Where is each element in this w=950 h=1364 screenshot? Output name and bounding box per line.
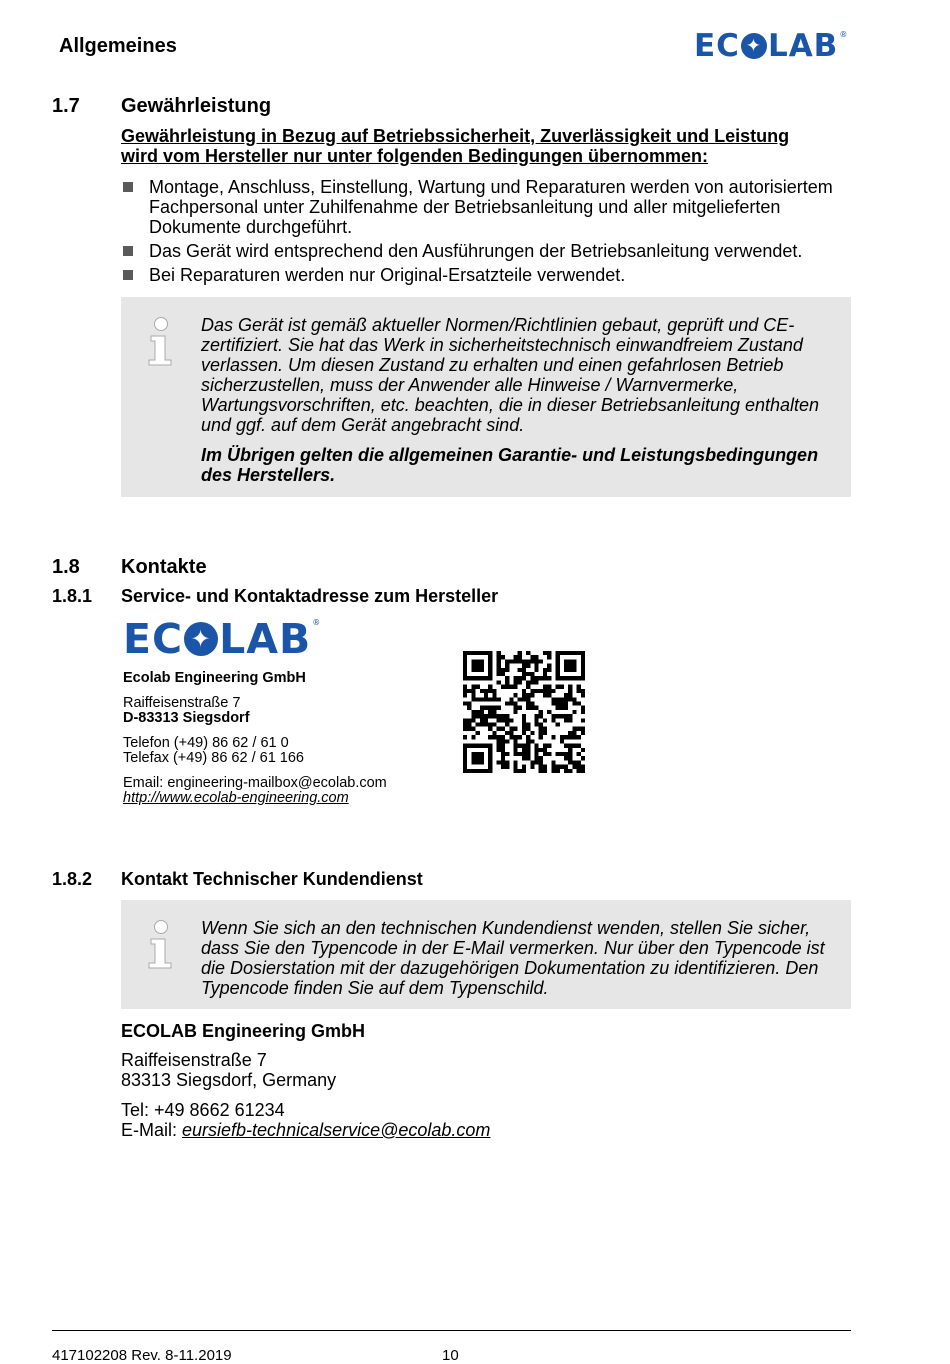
square-bullet-icon <box>123 246 133 256</box>
info-paragraph: Wenn Sie sich an den technischen Kundendienst wenden, stellen Sie sicher, dass Sie den Typencode in der E-Mail vermerken. Nur über den Typencode ist die Dosierstation mit der dazugehörigen Dokumentation zu identifizieren. Den Typencode finden Sie auf dem Typenschild. <box>201 918 825 998</box>
manufacturer-fax: Telefax (+49) 86 62 / 61 166 <box>123 750 304 766</box>
page-number: 10 <box>442 1347 459 1364</box>
section-title: Gewährleistung <box>121 95 272 117</box>
logo-star-icon <box>184 622 218 656</box>
section-number: 1.7 <box>52 95 80 117</box>
manufacturer-website-link[interactable]: http://www.ecolab-engineering.com <box>123 790 349 806</box>
page-header-title: Allgemeines <box>59 35 177 57</box>
logo-text-start: EC <box>694 28 740 64</box>
info-note-text <box>201 918 831 998</box>
subsection-title: Kontakt Technischer Kundendienst <box>121 869 423 889</box>
list-item-text: Bei Reparaturen werden nur Original-Ersatzteile verwendet. <box>149 265 626 285</box>
warranty-intro-line1: Gewährleistung in Bezug auf Betriebssicherheit, Zuverlässigkeit und Leistung <box>121 126 790 146</box>
section-number: 1.8 <box>52 556 80 578</box>
logo-star-icon <box>741 33 767 59</box>
warranty-intro-line2: wird vom Hersteller nur unter folgenden Bedingungen übernommen: <box>121 146 709 166</box>
manufacturer-company: Ecolab Engineering GmbH <box>123 670 306 686</box>
service-email-label: E-Mail: <box>121 1120 183 1140</box>
service-phone: Tel: +49 8662 61234 <box>121 1100 285 1120</box>
list-item <box>121 265 861 285</box>
subsection-title: Service- und Kontaktadresse zum Hersteller <box>121 586 499 606</box>
info-icon <box>145 920 177 970</box>
service-email-link[interactable]: eursiefb-technicalservice@ecolab.com <box>182 1120 491 1140</box>
footer-divider <box>52 1330 851 1331</box>
info-bold-paragraph: Im Übrigen gelten die allgemeinen Garantie- und Leistungsbedingungen des Herstellers. <box>201 445 819 485</box>
list-item-text: Das Gerät wird entsprechend den Ausführungen der Betriebsanleitung verwendet. <box>149 241 803 261</box>
logo-text-end: LAB <box>767 28 839 64</box>
service-city: 83313 Siegsdorf, Germany <box>121 1070 337 1090</box>
info-note-box <box>121 297 851 497</box>
logo-registered-mark: ® <box>312 618 322 627</box>
manufacturer-phone: Telefon (+49) 86 62 / 61 0 <box>123 735 289 751</box>
ecolab-logo-large <box>123 615 322 663</box>
document-revision: 417102208 Rev. 8-11.2019 <box>52 1347 232 1364</box>
warranty-conditions-list <box>121 177 861 289</box>
manufacturer-email: Email: engineering-mailbox@ecolab.com <box>123 775 387 791</box>
info-note-text <box>201 315 831 485</box>
ecolab-logo <box>694 30 848 62</box>
list-item <box>121 177 861 237</box>
info-icon <box>145 317 177 367</box>
square-bullet-icon <box>123 270 133 280</box>
info-note-box <box>121 900 851 1009</box>
service-company: ECOLAB Engineering GmbH <box>121 1021 366 1041</box>
service-email-line <box>121 1120 490 1140</box>
logo-registered-mark: ® <box>839 30 849 39</box>
manufacturer-street: Raiffeisenstraße 7 <box>123 695 241 711</box>
subsection-number: 1.8.2 <box>52 869 93 889</box>
list-item-text: Montage, Anschluss, Einstellung, Wartung und Reparaturen werden von autorisiertem Fachpersonal unter Zuhilfenahme der Betriebsanleitung und aller mitgelieferten Dokumente durchgeführt. <box>149 177 833 237</box>
square-bullet-icon <box>123 182 133 192</box>
qr-code <box>463 651 585 773</box>
subsection-number: 1.8.1 <box>52 586 93 606</box>
warranty-intro <box>121 126 841 166</box>
info-paragraph: Das Gerät ist gemäß aktueller Normen/Richtlinien gebaut, geprüft und CE-zertifiziert. Sie hat das Werk in sicherheitstechnisch einwandfreiem Zustand verlassen. Um diesen Zustand zu erhalten und einen gefahrlosen Betrieb sicherzustellen, muss der Anwender alle Hinweise / Warnvermerke, Wartungsvorschriften, etc. beachten, die in dieser Betriebsanleitung enthalten und ggf. auf dem Gerät angebracht sind. <box>201 315 820 435</box>
logo-text-end: LAB <box>219 615 312 663</box>
section-title: Kontakte <box>121 556 207 578</box>
manufacturer-city: D-83313 Siegsdorf <box>123 710 250 726</box>
list-item <box>121 241 861 261</box>
logo-text-start: EC <box>123 615 184 663</box>
service-street: Raiffeisenstraße 7 <box>121 1050 267 1070</box>
